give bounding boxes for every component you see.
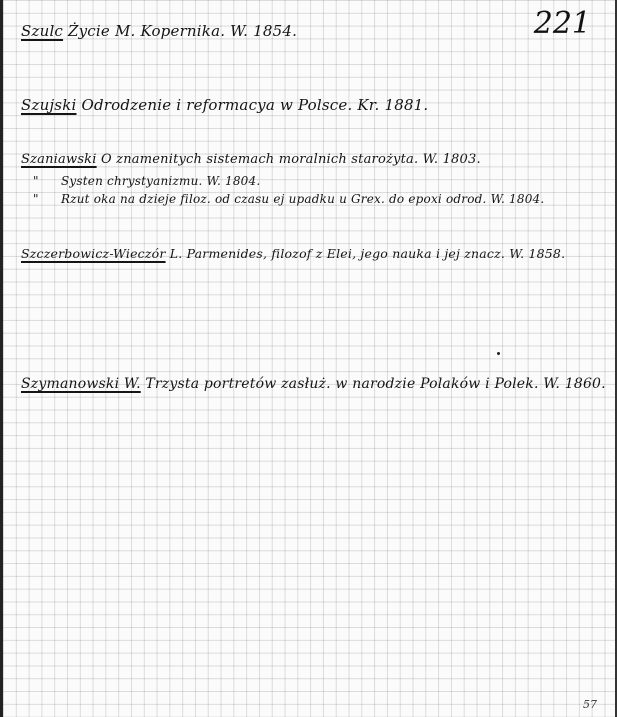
entry-text: Systen chrystyanizmu. W. 1804. — [61, 174, 261, 188]
entry-text: O znamenitych sistemach moralnich starożyta. W. 1803. — [96, 152, 481, 167]
ink-dot — [497, 352, 500, 355]
ditto-mark: " — [33, 192, 39, 206]
entry-author: Szaniawski — [21, 152, 97, 167]
entry-text: Rzut oka na dzieje filoz. od czasu ej upadku u Grex. do epoxi odrod. W. 1804. — [61, 192, 545, 206]
ditto-mark: " — [33, 174, 39, 188]
footer-mark: 57 — [583, 698, 597, 711]
entry-szulc — [21, 22, 297, 40]
entry-szymanowski — [21, 376, 606, 392]
entry-text: Trzysta portretów zasłuż. w narodzie Polaków i Polek. W. 1860. — [140, 376, 606, 392]
entry-author: Szujski — [21, 96, 77, 114]
entry-author: Szczerbowicz-Wieczór — [21, 246, 166, 261]
entry-author: Szymanowski W. — [21, 376, 141, 392]
entry-text: L. Parmenides, filozof z Elei, jego nauka i jej znacz. W. 1858. — [165, 246, 566, 261]
entry-szujski — [21, 96, 428, 114]
entry-szaniawski — [21, 152, 481, 167]
entry-text: Życie M. Kopernika. W. 1854. — [63, 22, 298, 40]
entry-szaniawski-3 — [33, 192, 544, 206]
call-number: 221 — [533, 6, 591, 41]
entry-author: Szulc — [21, 22, 64, 40]
entry-szaniawski-2 — [33, 174, 260, 188]
entry-text: Odrodzenie i reformacya w Polsce. Kr. 1881. — [76, 96, 429, 114]
entry-szczerbowicz — [21, 246, 565, 261]
